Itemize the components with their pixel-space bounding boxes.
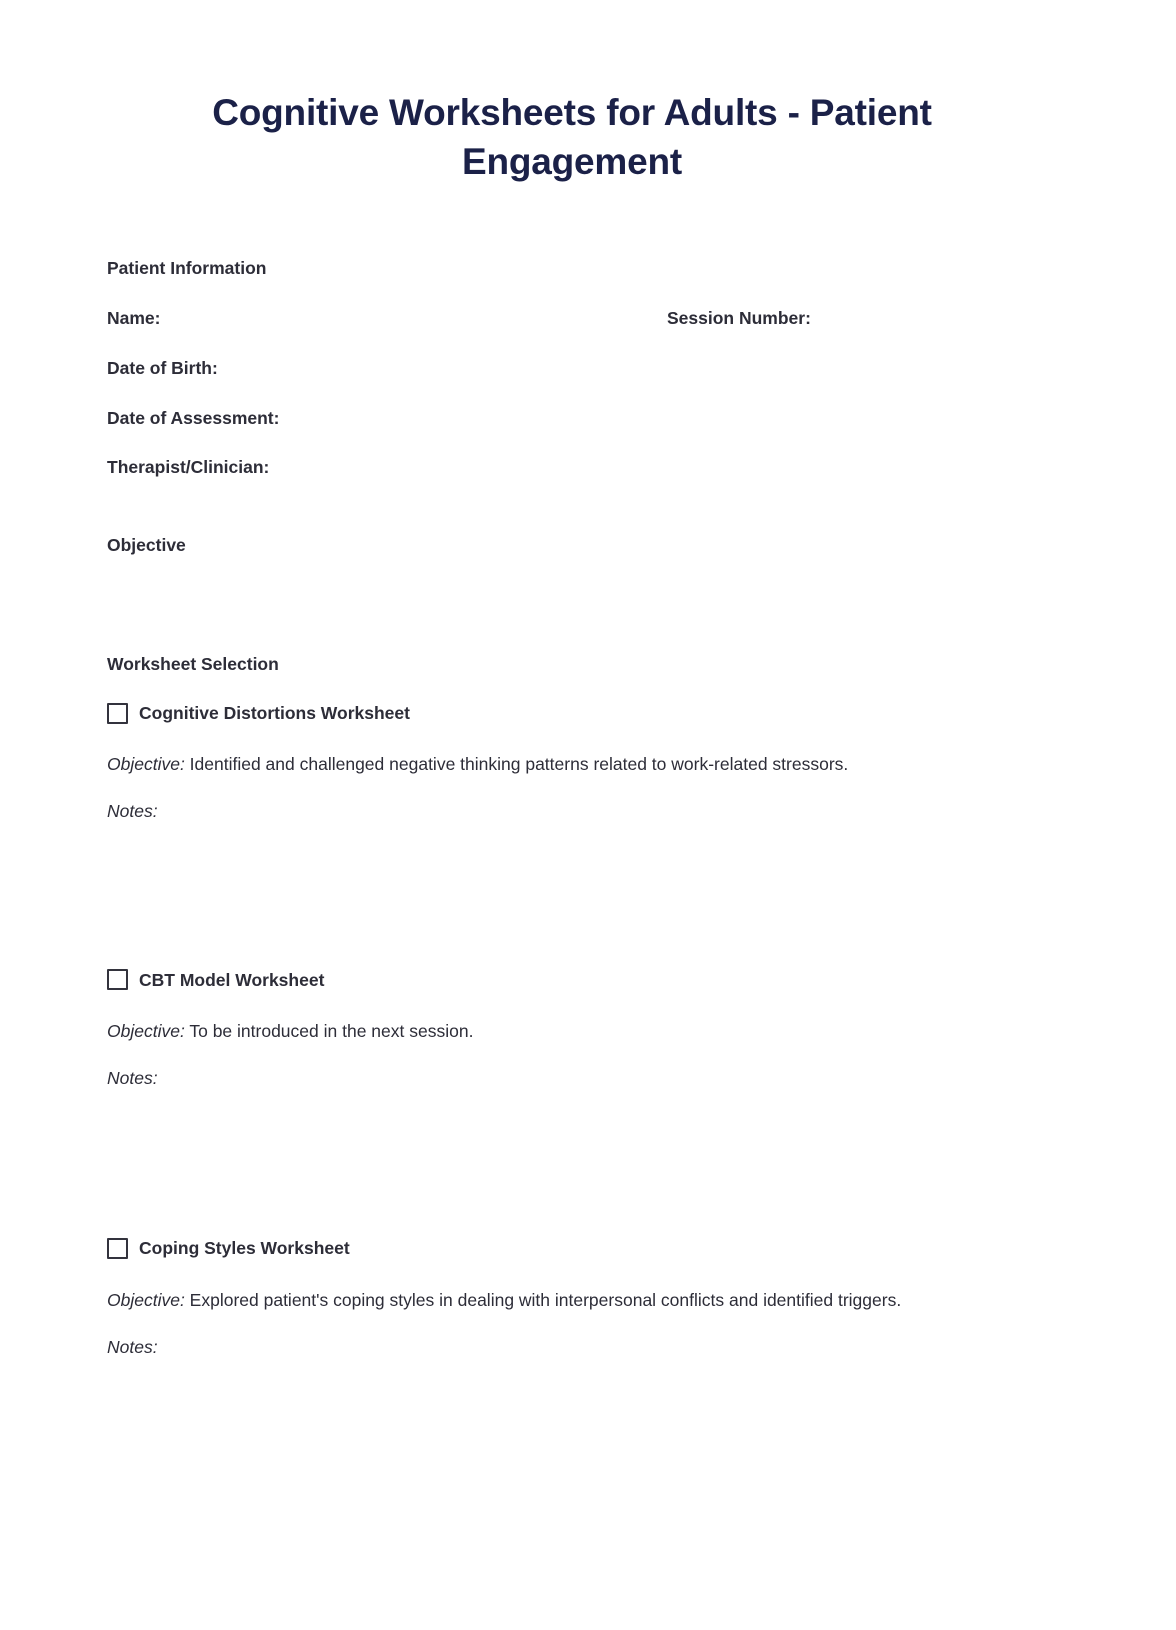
name-label: Name: <box>107 308 161 329</box>
objective-heading: Objective <box>107 535 186 556</box>
worksheet-checkbox-row[interactable] <box>107 702 1037 725</box>
objective-body-text: To be introduced in the next session. <box>184 1021 474 1042</box>
notes-label: Notes: <box>107 800 158 821</box>
patient-info-row-assessment <box>107 407 1037 430</box>
patient-info-row-therapist <box>107 456 1037 479</box>
session-number-label: Session Number: <box>667 308 811 329</box>
objective-body-text: Identified and challenged negative thinking patterns related to work-related stressors. <box>184 754 849 775</box>
worksheet-item-coping-styles <box>107 1237 1037 1498</box>
objective-section <box>107 534 1037 653</box>
worksheet-objective-text <box>107 1288 1022 1313</box>
notes-write-in-area[interactable] <box>107 1358 1037 1498</box>
page-title: Cognitive Worksheets for Adults - Patient Engagement <box>212 92 932 183</box>
worksheet-selection-section <box>107 653 1037 1498</box>
checkbox-icon[interactable] <box>107 1238 128 1259</box>
notes-write-in-area[interactable] <box>107 823 1037 943</box>
worksheet-selection-heading: Worksheet Selection <box>107 653 279 674</box>
therapist-clinician-label: Therapist/Clinician: <box>107 457 270 478</box>
worksheet-item-label: Coping Styles Worksheet <box>139 1238 350 1259</box>
notes-label: Notes: <box>107 1067 158 1088</box>
page-content <box>107 0 1037 1498</box>
worksheet-item-label: Cognitive Distortions Worksheet <box>139 702 410 723</box>
worksheet-item-cbt-model <box>107 969 1037 1212</box>
worksheet-item-cognitive-distortions <box>107 702 1037 943</box>
patient-information-heading: Patient Information <box>107 258 267 279</box>
objective-body-text: Explored patient's coping styles in dealing with interpersonal conflicts and identified triggers. <box>184 1290 902 1311</box>
patient-info-row-name <box>107 307 1037 330</box>
notes-label: Notes: <box>107 1336 158 1357</box>
checkbox-icon[interactable] <box>107 703 128 724</box>
patient-information-section <box>107 257 1037 479</box>
patient-info-row-dob <box>107 357 1037 380</box>
date-of-assessment-label: Date of Assessment: <box>107 407 280 428</box>
objective-write-in-area[interactable] <box>107 557 1037 653</box>
worksheet-checkbox-row[interactable] <box>107 969 1037 992</box>
worksheet-item-label: CBT Model Worksheet <box>139 969 325 990</box>
objective-lead-label: Objective: <box>107 1290 185 1311</box>
worksheet-checkbox-row[interactable] <box>107 1237 1037 1260</box>
date-of-birth-label: Date of Birth: <box>107 357 218 378</box>
objective-lead-label: Objective: <box>107 1021 185 1042</box>
worksheet-objective-text <box>107 1019 1022 1044</box>
objective-lead-label: Objective: <box>107 754 185 775</box>
notes-write-in-area[interactable] <box>107 1089 1037 1211</box>
checkbox-icon[interactable] <box>107 969 128 990</box>
worksheet-objective-text <box>107 752 1022 777</box>
